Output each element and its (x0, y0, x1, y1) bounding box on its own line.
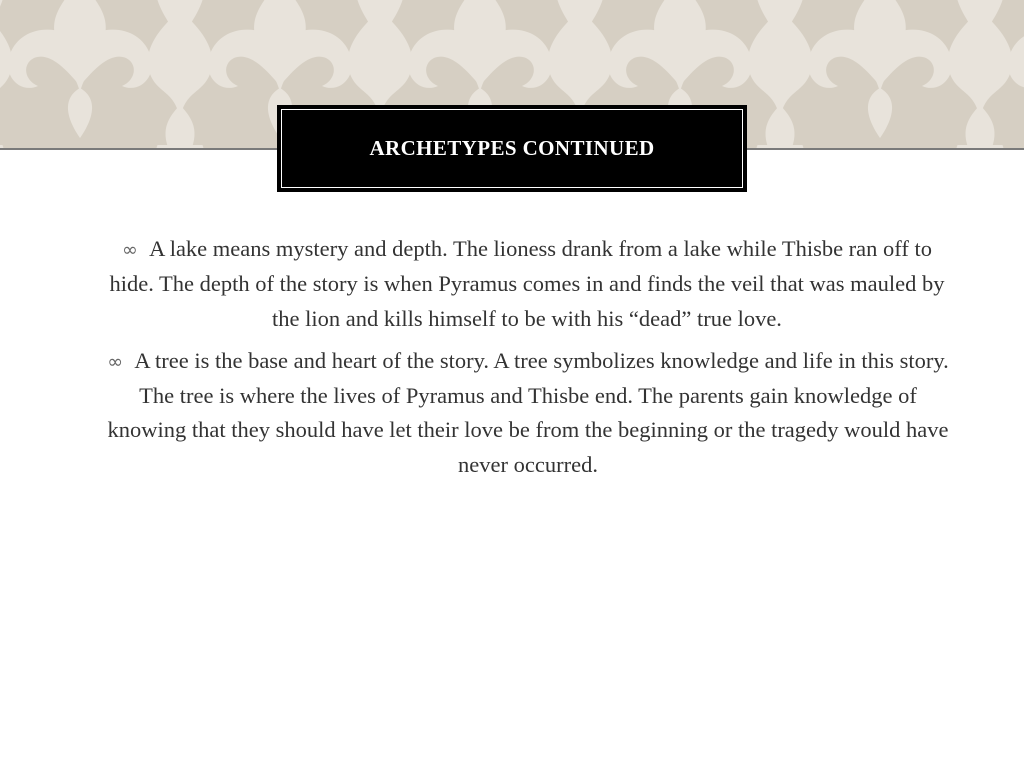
bullet-item (60, 344, 970, 482)
bullet-text: A lake means mystery and depth. The lioness drank from a lake while Thisbe ran off to hide. The depth of the story is when Pyramus comes in and finds the veil that was mauled by the lion and kills himself to be with his “dead” true love. (109, 236, 945, 331)
title-box (277, 105, 747, 192)
slide-title: ARCHETYPES CONTINUED (369, 136, 655, 160)
bullet-item (60, 232, 970, 336)
slide-content (60, 232, 970, 490)
bullet-text: A tree is the base and heart of the story. A tree symbolizes knowledge and life in this story. The tree is where the lives of Pyramus and Thisbe end. The parents gain knowledge of knowing that they should have let their love be from the beginning or the tragedy would have never occurred. (107, 347, 949, 477)
infinity-bullet-icon: ∞ (107, 350, 124, 373)
infinity-bullet-icon: ∞ (121, 239, 138, 261)
